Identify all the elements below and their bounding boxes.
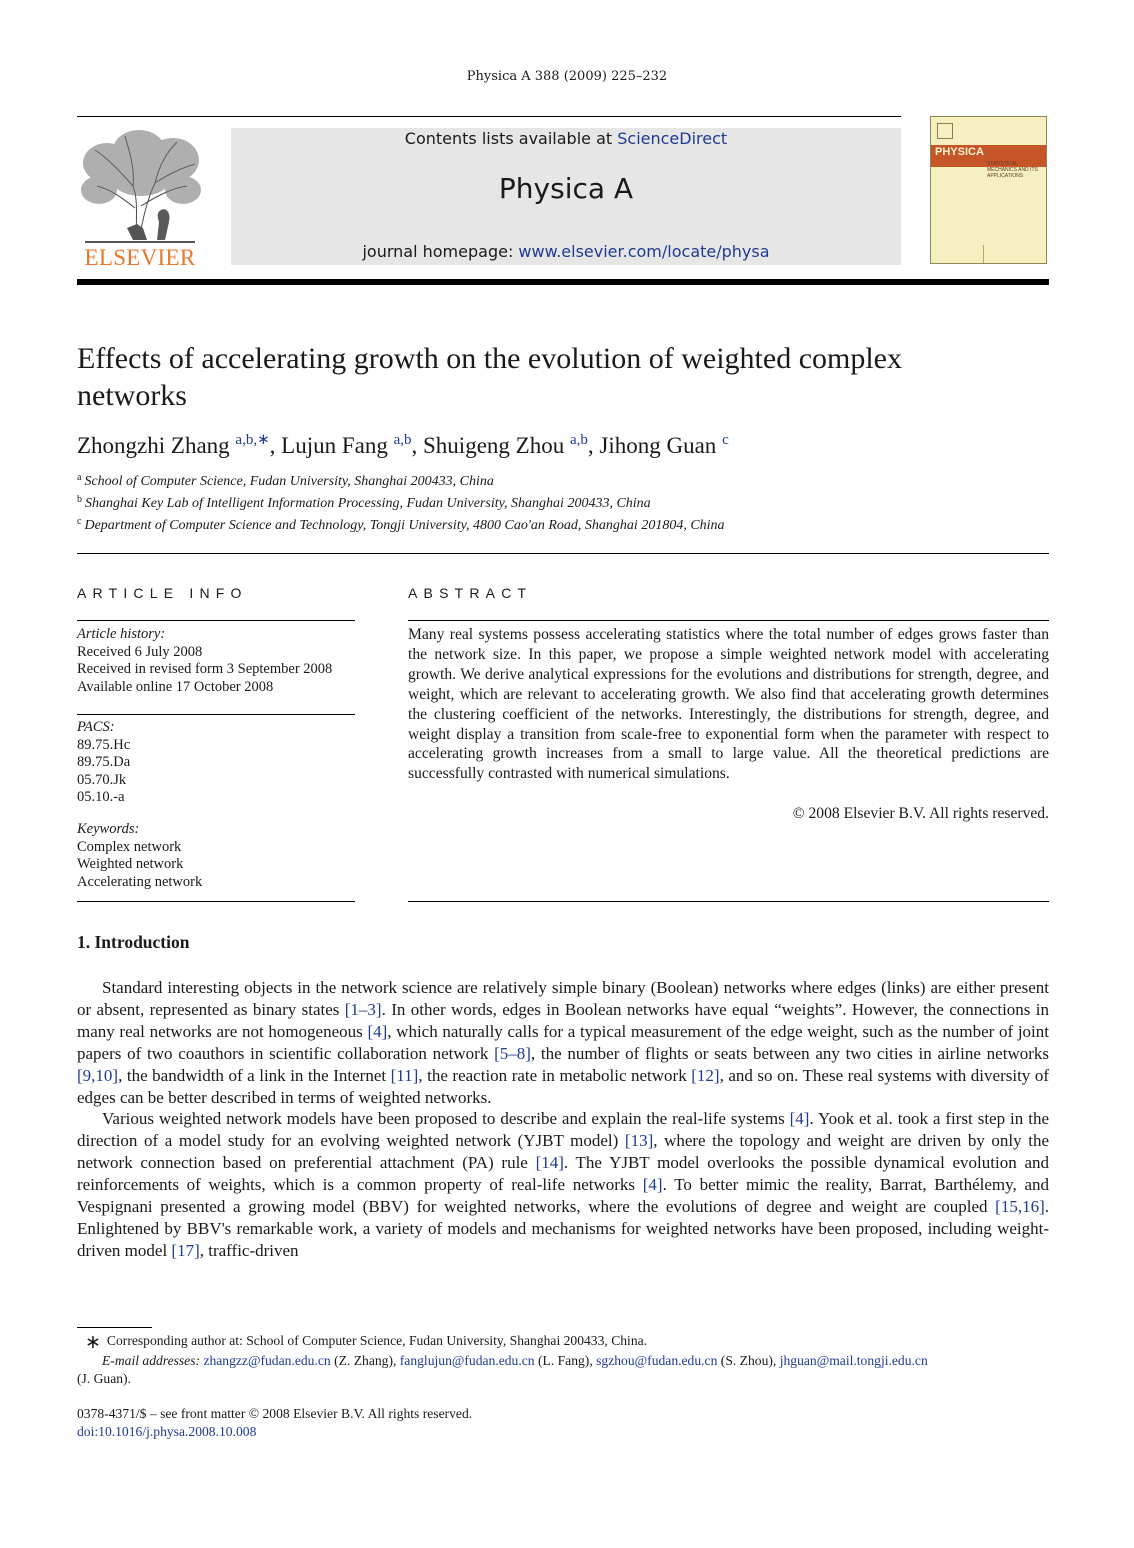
article-info-heading: ARTICLE INFO (77, 585, 248, 601)
corresponding-text: Corresponding author at: School of Computer Science, Fudan University, Shanghai 200433, China. (106, 1333, 648, 1348)
email-tail: (J. Guan). (77, 1371, 131, 1386)
text-run: . Enlightened by BBV's remarkable work, a variety of models and mechanisms for weighted networks have been proposed, including weight-driven model (77, 1197, 1049, 1260)
citation-link[interactable]: [5–8] (494, 1043, 531, 1063)
info-rule (77, 901, 355, 902)
author-affiliation-mark[interactable]: c (722, 432, 729, 448)
footnote-star: ∗ (85, 1332, 101, 1353)
keyword: Accelerating network (77, 873, 203, 890)
abstract-rule (408, 620, 1049, 621)
section-heading-introduction: 1. Introduction (77, 932, 190, 952)
abstract-text: Many real systems possess accelerating statistics where the total number of edges grows faster than the network size. In this paper, we propose a simple weighted network model with accelerating growth. We derive analytical expressions for the evolutions and distributions for strength, degree, and weight, which are relevant to accelerating growth. We also find that accelerating growth determines the clustering coefficient of the networks. Interestingly, the distributions for strength, degree, and weight display a transition from scale-free to exponential form when the parameter with respect to accelerating growth increases from a small to large value. All the theoretical predictions are successfully contrasted with numerical simulations. (408, 626, 1049, 783)
history-online: Available online 17 October 2008 (77, 678, 274, 695)
author-affiliation-mark[interactable]: a,b,∗ (235, 432, 270, 448)
keywords-label: Keywords: (77, 821, 140, 837)
keyword: Complex network (77, 838, 182, 855)
cover-divider (983, 245, 984, 263)
text-run: , and so on. These real systems with diversity of edges can be better described in terms of weighted networks. (77, 1065, 1049, 1107)
history-revised: Received in revised form 3 September 2008 (77, 661, 333, 678)
citation-link[interactable]: [4] (367, 1021, 388, 1041)
corresponding-author-note (77, 1332, 1049, 1352)
affiliation-text: School of Computer Science, Fudan University, Shanghai 200433, China (84, 474, 494, 489)
paragraph (77, 1108, 1049, 1261)
author-name: Zhongzhi Zhang (77, 433, 230, 458)
introduction-body (77, 977, 1049, 1262)
pacs-block (77, 719, 357, 807)
paragraph (77, 977, 1049, 1108)
article-title: Effects of accelerating growth on the evolution of weighted complex networks (77, 342, 902, 412)
keyword: Weighted network (77, 856, 184, 873)
article-history (77, 626, 357, 696)
citation-link[interactable]: [4] (789, 1109, 810, 1129)
contents-prefix: Contents lists available at (404, 129, 618, 148)
citation-link[interactable]: [4] (642, 1175, 663, 1195)
text-run: , the number of flights or seats between any two cities in airline networks (530, 1043, 1049, 1063)
issn-line: 0378-4371/$ – see front matter © 2008 Elsevier B.V. All rights reserved. (77, 1406, 473, 1421)
pacs-code: 89.75.Da (77, 754, 131, 771)
affiliation-mark: a (77, 472, 82, 483)
sciencedirect-link[interactable]: ScienceDirect (617, 129, 728, 148)
text-run: , where the topology and weight are driven by only the network connection based on preferential attachment (PA) rule (77, 1131, 1049, 1173)
email-link[interactable]: sgzhou@fudan.edu.cn (596, 1353, 718, 1368)
author-separator: , (269, 433, 282, 458)
publisher-logo-text: ELSEVIER (84, 245, 196, 270)
citation-link[interactable]: [14] (535, 1153, 564, 1173)
affiliation-c (77, 516, 725, 534)
info-rule (77, 620, 355, 621)
citation-link[interactable]: [13] (624, 1131, 654, 1151)
cover-title: PHYSICA (935, 146, 984, 158)
doi-link[interactable]: doi:10.1016/j.physa.2008.10.008 (77, 1424, 257, 1439)
issn-block (77, 1405, 472, 1441)
text-run: , the bandwidth of a link in the Internet (118, 1065, 391, 1085)
history-received: Received 6 July 2008 (77, 643, 203, 660)
homepage-prefix: journal homepage: (362, 242, 519, 261)
keywords-block (77, 821, 357, 891)
citation-link[interactable]: [11] (390, 1065, 419, 1085)
abstract-copyright: © 2008 Elsevier B.V. All rights reserved. (792, 805, 1049, 822)
pacs-code: 05.70.Jk (77, 771, 127, 788)
journal-homepage-link[interactable]: www.elsevier.com/locate/physa (518, 242, 770, 261)
affiliation-mark: c (77, 516, 82, 527)
text-run: . To better mimic the reality, Barrat, Barthélemy, and Vespignani presented a growing model (BBV) for weighted networks, where the evolutions of degree and weight are coupled (77, 1175, 1049, 1217)
author-affiliation-mark[interactable]: a,b (393, 432, 412, 448)
text-run: Standard interesting objects in the network science are relatively simple binary (Boolean) networks where edges (links) are either present or absent, represented as binary states (77, 978, 1049, 1019)
author-separator: , (411, 433, 424, 458)
email-label: E-mail addresses: (102, 1353, 204, 1368)
email-link[interactable]: jhguan@mail.tongji.edu.cn (779, 1353, 928, 1368)
citation-link[interactable]: [15,16] (995, 1197, 1045, 1217)
text-run: . The YJBT model overlooks the possible dynamical evolution and reinforcements of weights, which is a common property of real-life networks (77, 1153, 1049, 1195)
citation-link[interactable]: [17] (171, 1240, 200, 1260)
text-run: . In other words, edges in Boolean networks have equal “weights”. However, the connections in many real networks are not homogeneous (77, 999, 1050, 1041)
text-run: Various weighted network models have been proposed to describe and explain the real-life systems (102, 1109, 790, 1129)
affiliation-b (77, 494, 651, 512)
email-owner: (Z. Zhang), (330, 1353, 400, 1368)
citation-link[interactable]: [9,10] (77, 1065, 119, 1085)
author-name: Jihong Guan (599, 433, 717, 458)
cover-logo-icon (937, 123, 953, 139)
affiliation-text: Department of Computer Science and Technology, Tongji University, 4800 Cao'an Road, Shanghai 201804, China (84, 518, 725, 533)
header-thick-rule (77, 279, 1049, 285)
info-rule (77, 714, 355, 715)
citation-link[interactable]: [1–3] (344, 999, 382, 1019)
header-rule (77, 116, 901, 117)
abstract-heading: ABSTRACT (408, 585, 533, 601)
email-addresses (77, 1352, 1049, 1370)
text-run: , the reaction rate in metabolic network (418, 1065, 692, 1085)
journal-title: Physica A (498, 172, 634, 205)
history-label: Article history: (77, 626, 166, 642)
affiliation-a (77, 472, 494, 490)
email-owner: (S. Zhou), (717, 1353, 780, 1368)
author-name: Lujun Fang (281, 433, 388, 458)
author-separator: , (587, 433, 600, 458)
author-affiliation-mark[interactable]: a,b (569, 432, 588, 448)
journal-reference: Physica A 388 (2009) 225–232 (466, 69, 668, 84)
affiliation-mark: b (77, 494, 82, 505)
homepage-line (231, 242, 901, 261)
affiliation-text: Shanghai Key Lab of Intelligent Information Processing, Fudan University, Shanghai 200433, China (85, 496, 651, 511)
contents-line (231, 129, 901, 148)
footnote (77, 1332, 1049, 1388)
abstract-rule (408, 901, 1049, 902)
email-owner: (L. Fang), (534, 1353, 597, 1368)
pacs-code: 89.75.Hc (77, 736, 131, 753)
affiliation-rule (77, 553, 1049, 554)
text-run: . Yook et al. took a first step in the direction of a model study for an evolving weighted network (YJBT model) (77, 1109, 1049, 1151)
author-name: Shuigeng Zhou (423, 433, 565, 458)
author-list (77, 430, 729, 459)
citation-link[interactable]: [12] (691, 1065, 720, 1085)
text-run: , which naturally calls for a typical measurement of the edge weight, such as the number of joint papers of two coauthors in scientific collaboration network (77, 1021, 1049, 1063)
email-link[interactable]: fanglujun@fudan.edu.cn (399, 1353, 535, 1368)
footnote-rule (77, 1327, 152, 1328)
pacs-code: 05.10.-a (77, 789, 125, 806)
cover-subtitle: STATISTICAL MECHANICS AND ITS APPLICATIONS (987, 161, 1038, 179)
email-link[interactable]: zhangzz@fudan.edu.cn (203, 1353, 331, 1368)
pacs-label: PACS: (77, 719, 115, 735)
text-run: , traffic-driven (199, 1240, 299, 1260)
journal-cover-thumbnail (930, 116, 1047, 264)
